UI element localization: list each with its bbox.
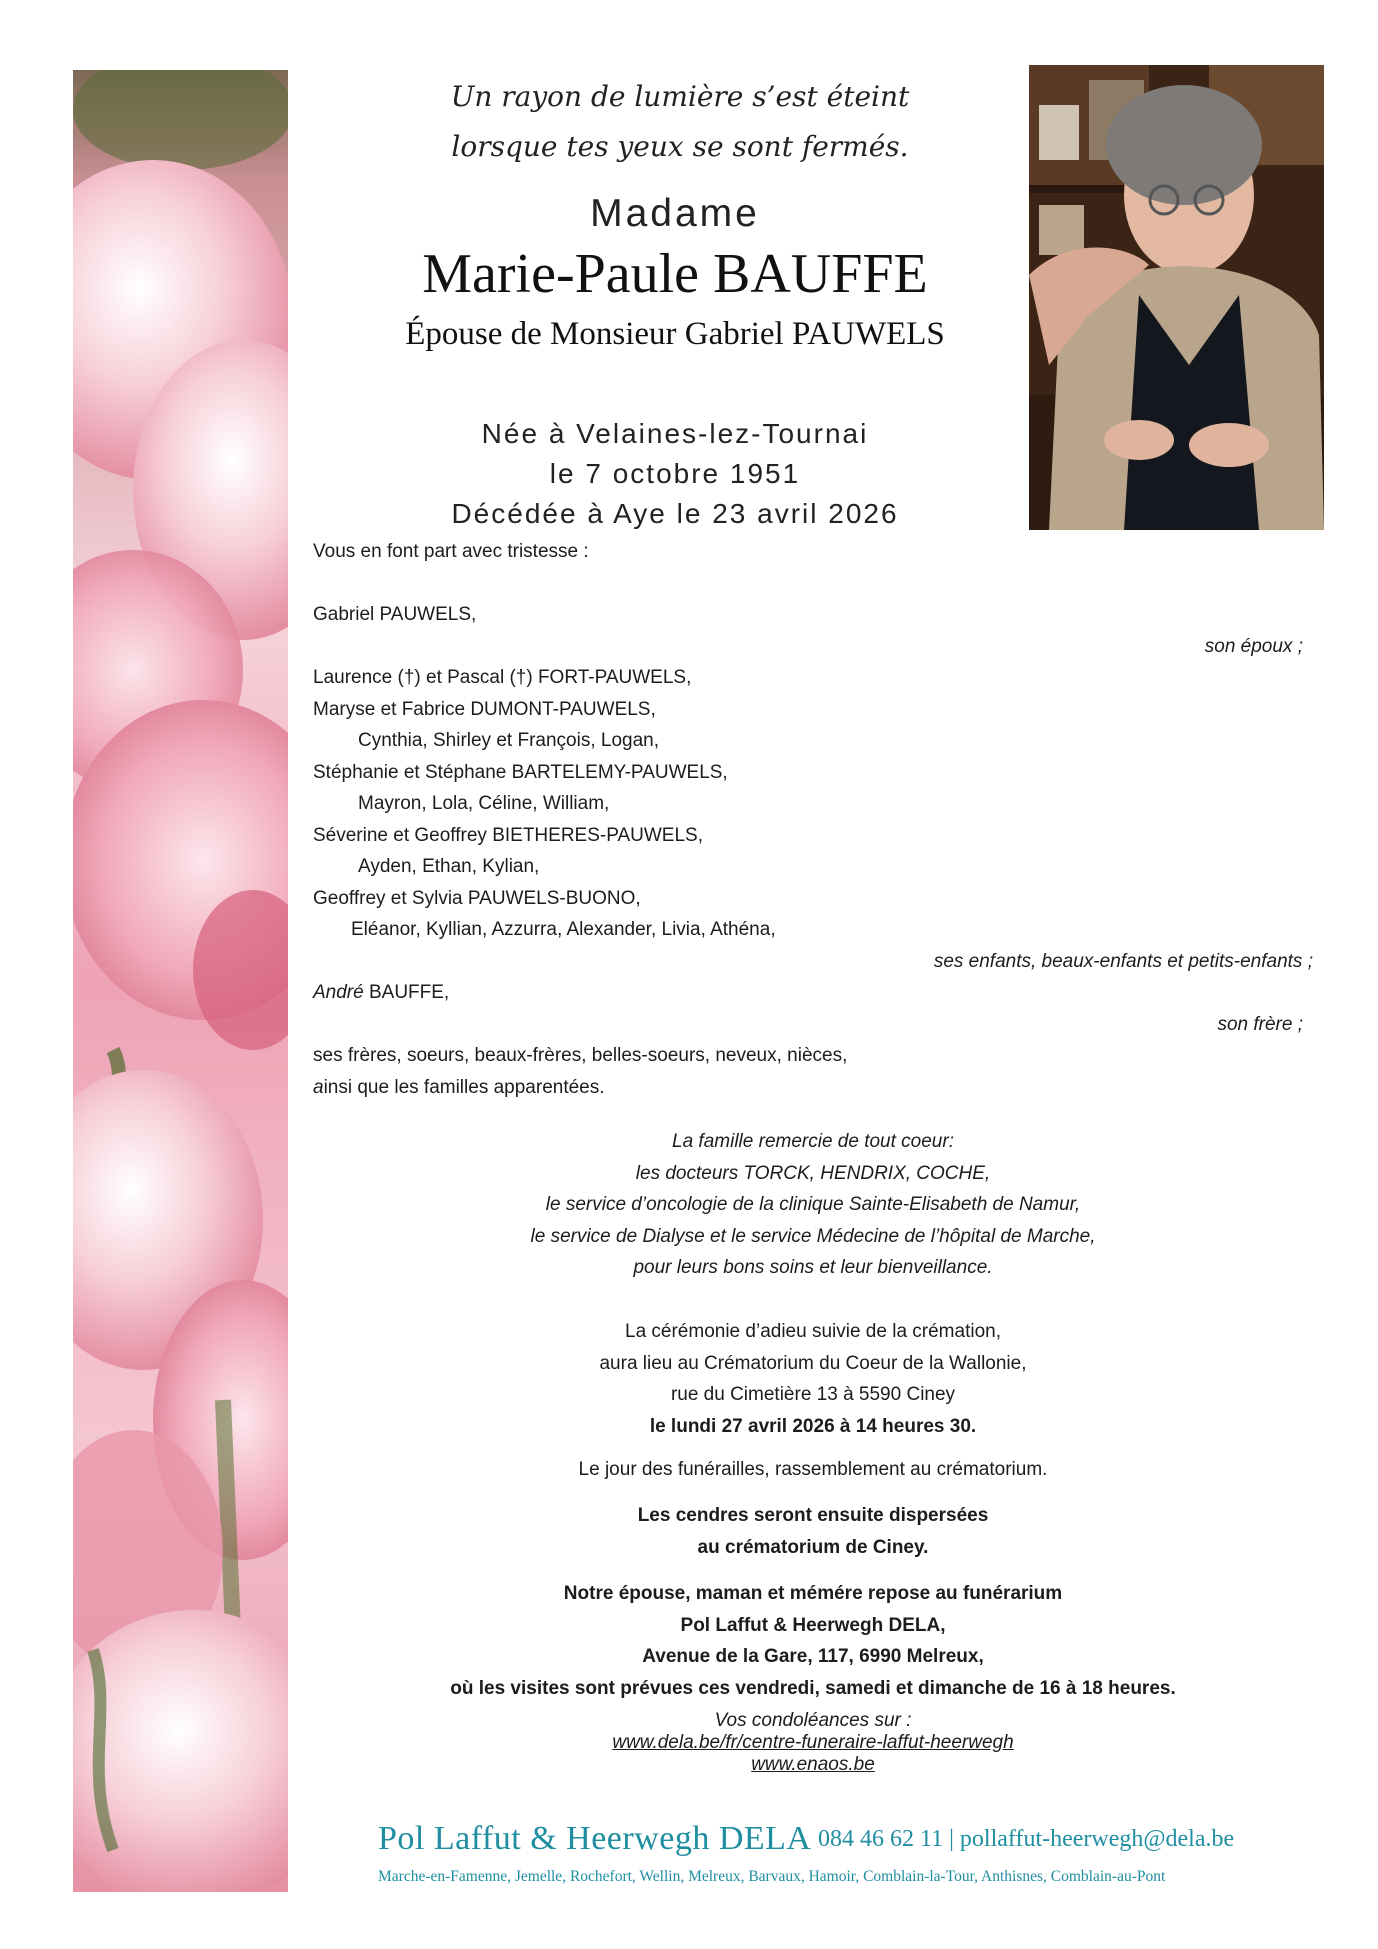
deceased-name: Marie-Paule BAUFFE [422,243,928,305]
honorific: Madame [590,192,760,235]
others-rest: insi que les familles apparentées. [323,1076,605,1098]
list-item: Laurence (†) et Pascal (†) FORT-PAUWELS, [313,667,692,688]
others-line-1: ses frères, soeurs, beaux-frères, belles-soeurs, neveux, nièces, [313,1045,848,1066]
list-item: Mayron, Lola, Céline, William, [358,793,610,814]
birth-death-info [330,414,1020,534]
birth-date: le 7 octobre 1951 [549,458,801,489]
ashes-block [313,1500,1313,1563]
spouse-role: son époux ; [1204,635,1303,657]
brother-first-name: André [313,982,364,1003]
list-item: Eléanor, Kyllian, Azzurra, Alexander, Livia, Athéna, [351,919,776,940]
funerarium-address: Avenue de la Gare, 117, 6990 Melreux, [642,1646,984,1667]
condolences-block [313,1710,1313,1776]
intro-text: Vous en font part avec tristesse : [313,541,589,562]
children-role: ses enfants, beaux-enfants et petits-enfants ; [933,950,1313,972]
funerarium-block [313,1578,1313,1704]
list-item: Ayden, Ethan, Kylian, [358,856,540,877]
thanks-line: La famille remercie de tout coeur: [672,1131,954,1152]
gathering-info: Le jour des funérailles, rassemblement au crématorium. [578,1459,1048,1480]
others-line-2 [313,1072,1313,1104]
thanks-line: le service de Dialyse et le service Médecine de l’hôpital de Marche, [530,1225,1096,1247]
brother-last-name: BAUFFE, [368,982,450,1003]
condolences-link-enaos[interactable]: www.enaos.be [751,1754,875,1775]
birth-place: Née à Velaines-lez-Tournai [481,418,869,449]
others-initial: a [313,1076,324,1098]
quote-line-2: lorsque tes yeux se sont fermés. [451,130,909,163]
contact-info: 084 46 62 11 | pollaffut-heerwegh@dela.be [818,1826,1235,1852]
flower-image [73,70,288,1892]
ceremony-block [313,1316,1313,1486]
locations-list: Marche-en-Famenne, Jemelle, Rochefort, Wellin, Melreux, Barvaux, Hamoir, Comblain-la-Tour, Anthisnes, Comblain-au-Pont [378,1868,1166,1885]
thanks-line: pour leurs bons soins et leur bienveillance. [633,1257,993,1278]
thanks-line: le service d’oncologie de la clinique Sainte-Elisabeth de Namur, [545,1194,1081,1215]
spouse-name: Gabriel PAUWELS, [313,604,477,625]
ashes-line-1: Les cendres seront ensuite dispersées [637,1505,989,1526]
list-item: Geoffrey et Sylvia PAUWELS-BUONO, [313,887,641,909]
brother-name [313,977,1313,1009]
family-list [313,536,1313,1103]
death-info: Décédée à Aye le 23 avril 2026 [451,498,899,529]
list-item: Cynthia, Shirley et François, Logan, [358,730,659,751]
funerarium-line-1: Notre épouse, maman et mémére repose au funérarium [563,1583,1063,1604]
portrait-photo [1029,65,1324,530]
thanks-block [313,1126,1313,1284]
funerarium-line-2: Pol Laffut & Heerwegh DELA, [680,1614,946,1636]
list-item: Maryse et Fabrice DUMONT-PAUWELS, [313,698,656,720]
thanks-line: les docteurs TORCK, HENDRIX, COCHE, [635,1162,991,1184]
ceremony-line-1: La cérémonie d’adieu suivie de la crémation, [625,1321,1001,1342]
list-item: Séverine et Geoffrey BIETHERES-PAUWELS, [313,824,703,846]
spouse-line: Épouse de Monsieur Gabriel PAUWELS [405,316,945,352]
visiting-hours: où les visites sont prévues ces vendredi, samedi et dimanche de 16 à 18 heures. [450,1677,1176,1699]
quote-line-1: Un rayon de lumière s’est éteint [450,80,910,113]
brand-logo: Pol Laffut & Heerwegh DELA [378,1820,812,1857]
quote [380,72,980,172]
ashes-line-2: au crématorium de Ciney. [697,1536,929,1558]
ceremony-address: rue du Cimetière 13 à 5590 Ciney [670,1384,956,1405]
list-item: Stéphanie et Stéphane BARTELEMY-PAUWELS, [313,761,728,783]
ceremony-line-2: aura lieu au Crématorium du Coeur de la Wallonie, [599,1352,1027,1374]
condolences-link-dela[interactable]: www.dela.be/fr/centre-funeraire-laffut-heerwegh [612,1732,1014,1753]
brother-role: son frère ; [1217,1013,1303,1035]
ceremony-date: le lundi 27 avril 2026 à 14 heures 30. [649,1415,977,1437]
condolences-label: Vos condoléances sur : [714,1710,912,1731]
